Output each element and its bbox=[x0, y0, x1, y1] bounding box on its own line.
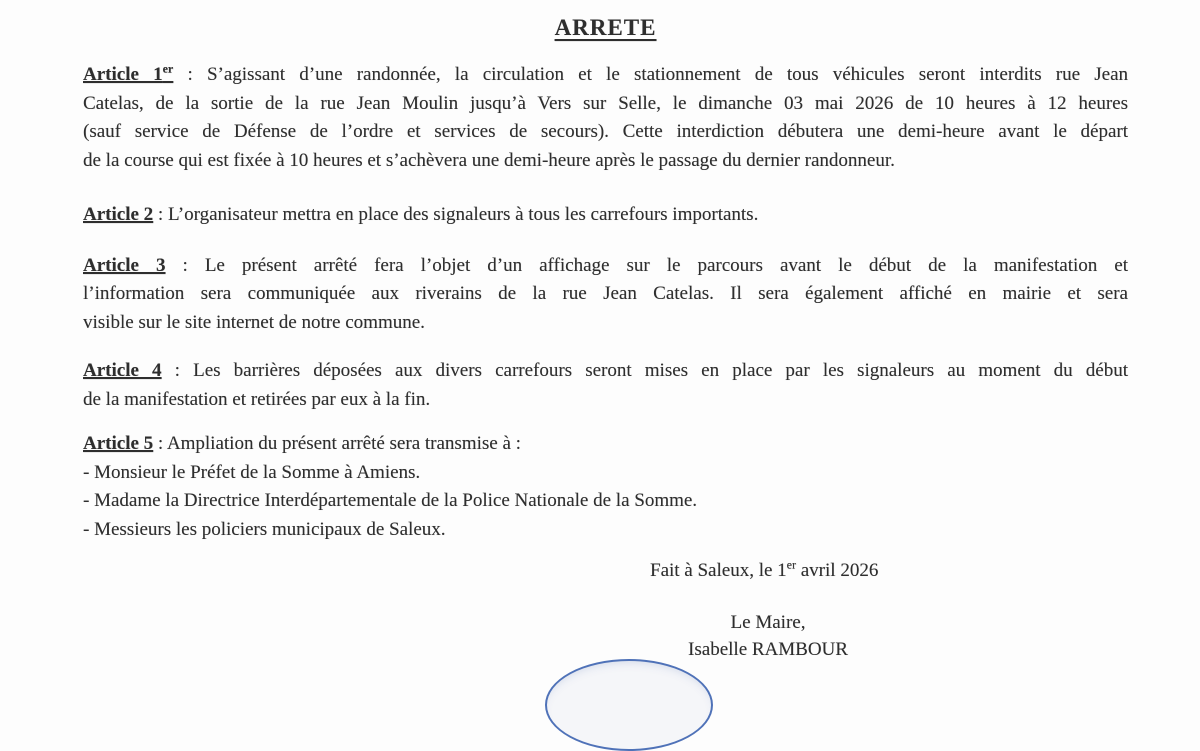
article-label-text: Article 1 bbox=[83, 64, 163, 85]
article-body-text: S’agissant d’une randonnée, la circulation et le stationnement de tous véhicules seront interdits rue Jean bbox=[206, 64, 1129, 85]
recipient-item: - Monsieur le Préfet de la Somme à Amiens. bbox=[83, 461, 421, 483]
article-body-text: Le présent arrêté fera l’objet d’un affichage sur le parcours avant le début de la manifestation et bbox=[204, 254, 1129, 276]
article-4 bbox=[83, 357, 1128, 414]
recipient-item: - Madame la Directrice Interdépartementale de la Police Nationale de la Somme. bbox=[83, 490, 698, 511]
article-line bbox=[83, 430, 1128, 459]
article-line: de la course qui est fixée à 10 heures et s’achèvera une demi-heure après le passage du dernier randonneur. bbox=[83, 149, 895, 171]
article-line bbox=[83, 252, 1128, 281]
article-3-label bbox=[83, 255, 165, 276]
article-label-text: Article 2 bbox=[83, 204, 154, 225]
article-1 bbox=[83, 61, 1128, 175]
article-line: Catelas, de la sortie de la rue Jean Moulin jusqu’à Vers sur Selle, le dimanche 03 mai 2026 de 10 heures à 12 heures bbox=[83, 92, 1128, 114]
article-body-text: Ampliation du présent arrêté sera transmise à : bbox=[166, 433, 521, 454]
article-1-label bbox=[83, 61, 174, 85]
article-5-label bbox=[83, 433, 153, 454]
recipient-item: - Messieurs les policiers municipaux de Saleux. bbox=[83, 518, 446, 540]
article-2-label bbox=[83, 204, 153, 225]
article-body-text: L’organisateur mettra en place des signaleurs à tous les carrefours importants. bbox=[167, 204, 759, 225]
article-3 bbox=[83, 252, 1128, 338]
article-label-superscript: er bbox=[162, 61, 174, 76]
signature-name: Isabelle RAMBOUR bbox=[688, 638, 848, 660]
place-date-prefix: Fait à Saleux, le 1 bbox=[650, 560, 787, 581]
article-separator: : bbox=[173, 64, 207, 85]
article-label-text: Article 4 bbox=[83, 360, 162, 381]
article-line: (sauf service de Défense de l’ordre et services de secours). Cette interdiction débutera une demi-heure avant le départ bbox=[83, 121, 1128, 142]
article-separator: : bbox=[165, 254, 205, 276]
signature-role: Le Maire, bbox=[730, 611, 806, 633]
article-line: visible sur le site internet de notre commune. bbox=[83, 311, 425, 333]
article-label-text: Article 5 bbox=[83, 433, 154, 454]
article-line: l’information sera communiquée aux riverains de la rue Jean Catelas. Il sera également affiché en mairie et sera bbox=[83, 283, 1128, 304]
municipal-seal-stamp bbox=[545, 659, 713, 751]
document-title bbox=[83, 14, 1128, 42]
article-separator: : bbox=[161, 360, 194, 381]
place-date-superscript: er bbox=[786, 557, 796, 572]
place-date-suffix: avril 2026 bbox=[796, 560, 879, 581]
article-line bbox=[83, 357, 1128, 386]
article-4-label bbox=[83, 360, 162, 381]
article-separator: : bbox=[153, 204, 168, 225]
article-line: de la manifestation et retirées par eux à la fin. bbox=[83, 388, 431, 410]
article-body-text: Les barrières déposées aux divers carrefours seront mises en place par les signaleurs au moment du début bbox=[193, 360, 1129, 381]
document-title-text: ARRETE bbox=[554, 15, 657, 40]
place-date-line bbox=[83, 557, 1128, 586]
article-line bbox=[83, 61, 1128, 90]
signature-block bbox=[603, 609, 933, 663]
article-2 bbox=[83, 201, 1128, 230]
article-5 bbox=[83, 430, 1128, 544]
article-separator: : bbox=[153, 433, 167, 454]
article-label-text: Article 3 bbox=[83, 254, 166, 276]
article-line bbox=[83, 201, 1128, 230]
